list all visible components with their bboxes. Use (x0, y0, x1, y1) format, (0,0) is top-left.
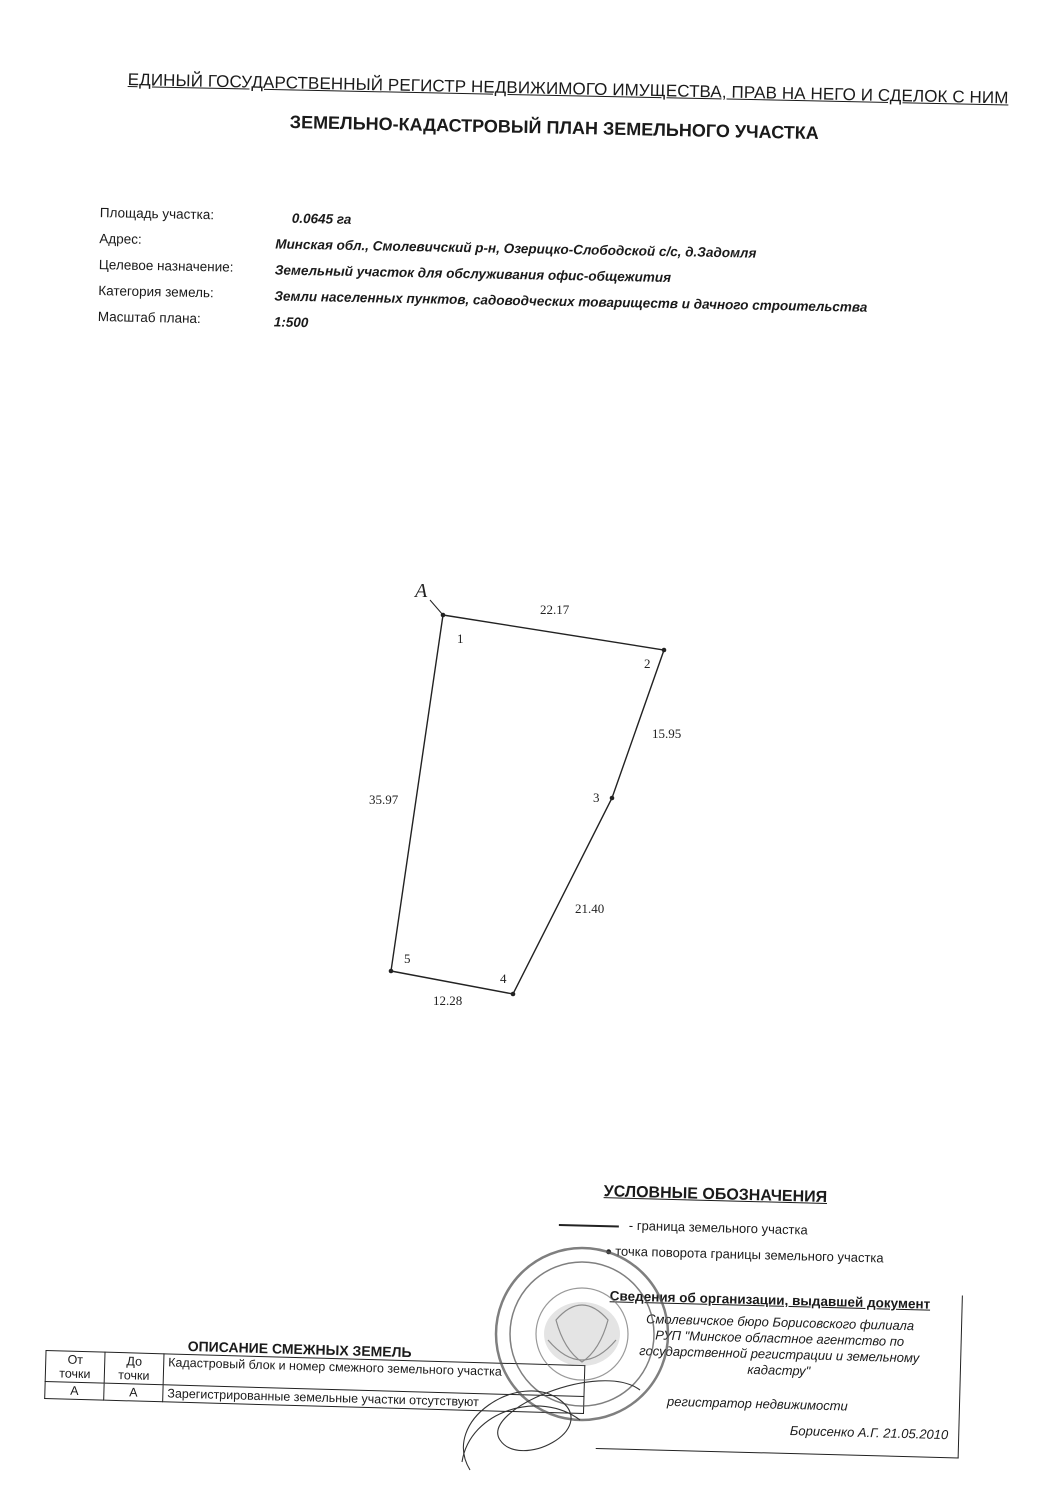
scale-value: 1:500 (273, 314, 309, 331)
point-label-3: 3 (593, 790, 600, 805)
start-point-label: A (415, 580, 428, 602)
row-from: А (45, 1381, 104, 1400)
area-label: Площадь участка: (99, 205, 215, 223)
organization-line-2: РУП "Минское областное агентство по (655, 1327, 905, 1349)
page-title: ЗЕМЕЛЬНО-КАДАСТРОВЫЙ ПЛАН ЗЕМЕЛЬНОГО УЧАСТКА (289, 112, 819, 144)
purpose-value: Земельный участок для обслуживания офис-общежития (274, 262, 672, 286)
boundary-point-5 (389, 969, 394, 974)
boundary-point-icon (606, 1249, 611, 1254)
segment-length-5-1: 35.97 (369, 792, 399, 807)
segment-length-2-3: 15.95 (652, 726, 682, 741)
category-label: Категория земель: (98, 283, 214, 301)
organization-line-4: кадастру" (747, 1361, 811, 1379)
organization-line-3: государственной регистрации и земельному (639, 1343, 920, 1366)
registry-header: ЕДИНЫЙ ГОСУДАРСТВЕННЫЙ РЕГИСТР НЕДВИЖИМОГО ИМУЩЕСТВА, ПРАВ НА НЕГО И СДЕЛОК С НИМ (127, 70, 1009, 108)
scale-label: Масштаб плана: (97, 309, 201, 327)
parcel-boundary (391, 615, 664, 994)
row-to: А (104, 1383, 163, 1402)
registrar-signature: Борисенко А.Г. 21.05.2010 (789, 1423, 949, 1443)
col-desc-header: Кадастровый блок и номер смежного земельного участка (163, 1354, 585, 1397)
category-value: Земли населенных пунктов, садоводческих товариществ и дачного строительства (274, 288, 868, 315)
boundary-line-icon (559, 1224, 619, 1228)
legend-title: УСЛОВНЫЕ ОБОЗНАЧЕНИЯ (603, 1183, 828, 1206)
row-desc: Зарегистрированные земельные участки отсутствуют (163, 1385, 584, 1414)
boundary-point-4 (511, 992, 516, 997)
segment-length-1-2: 22.17 (540, 602, 570, 617)
organization-line-1: Смолевичское бюро Борисовского филиала (645, 1311, 915, 1334)
adjacent-title: ОПИСАНИЕ СМЕЖНЫХ ЗЕМЕЛЬ (187, 1337, 412, 1361)
col-to-header: До точки (104, 1352, 164, 1385)
boundary-point-3 (610, 796, 615, 801)
boundary-point-1 (441, 613, 446, 618)
segment-length-3-4: 21.40 (575, 901, 605, 916)
address-value: Минская обл., Смолевичский р-н, Озерицко-Слободской с/с, д.Задомля (275, 236, 757, 261)
segment-length-4-5: 12.28 (433, 993, 463, 1008)
address-label: Адрес: (99, 231, 142, 247)
point-label-1: 1 (457, 631, 464, 646)
registrar-position: регистратор недвижимости (666, 1393, 848, 1414)
organization-title: Сведения об организации, выдавшей документ (609, 1288, 931, 1312)
col-from-header: От точки (45, 1351, 105, 1384)
boundary-point-2 (662, 648, 667, 653)
legend-point-text: точка поворота границы земельного участка (615, 1243, 884, 1266)
area-value: 0.0645 га (291, 210, 352, 227)
point-label-4: 4 (500, 971, 507, 986)
purpose-label: Целевое назначение: (98, 257, 234, 275)
organization-box (596, 1286, 963, 1458)
point-label-5: 5 (404, 951, 411, 966)
start-point-leader (430, 600, 443, 615)
legend-boundary-text: - граница земельного участка (628, 1217, 808, 1238)
point-label-2: 2 (644, 656, 651, 671)
